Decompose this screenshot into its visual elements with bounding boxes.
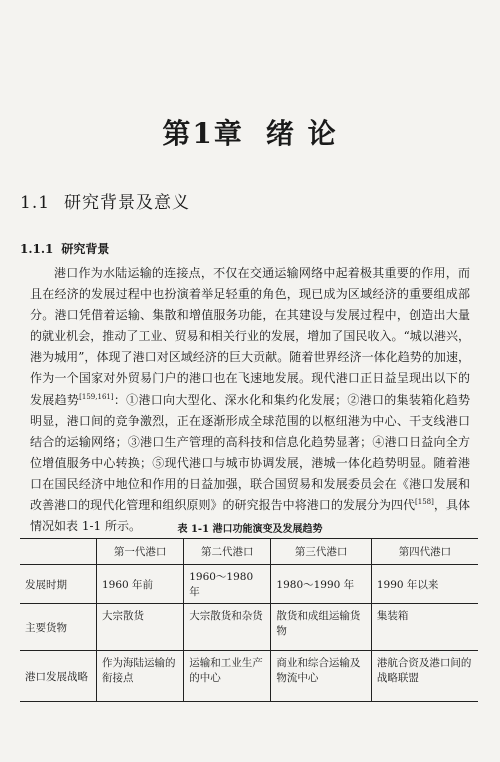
table-row: [20, 565, 478, 604]
table-cell: 商业和综合运输及物流中心: [271, 651, 371, 702]
table-header-cell: 第二代港口: [184, 539, 271, 565]
paragraph-text-3: ，具体情况如表 1-1 所示。: [30, 498, 470, 534]
section-name: 研究背景及意义: [64, 193, 191, 213]
body-paragraph: [30, 263, 470, 537]
table-cell: 大宗散货和杂货: [184, 604, 271, 651]
table-cell: 1960～1980 年: [184, 565, 271, 604]
table-header-cell: 第四代港口: [371, 539, 478, 565]
row-label: 港口发展战略: [25, 670, 88, 683]
section-number: 1.1: [20, 193, 51, 213]
section-heading: [20, 188, 190, 213]
table-caption: 表 1-1 港口功能演变及发展趋势: [177, 524, 323, 535]
subsection-name: 研究背景: [61, 242, 110, 256]
table-header-cell: 第三代港口: [271, 539, 371, 565]
chapter-title: [0, 112, 500, 152]
table-row: [20, 651, 478, 702]
table-cell: 集装箱: [371, 604, 478, 651]
table-cell: 1990 年以来: [371, 565, 478, 604]
paragraph-text-1: 港口作为水陆运输的连接点，不仅在交通运输网络中起着极其重要的作用，而且在经济的发展过程中也扮演着举足轻重的角色，现已成为区域经济的重要组成部分。港口凭借着运输、集散和增值服务功能，在其建设与发展过程中，创造出大量的就业机会，推动了工业、贸易和相关行业的发展，增加了国民收入。“城以港兴，港为城用”，体现了港口对区域经济的巨大贡献。随着世界经济一体化趋势的加速，作为一个国家对外贸易门户的港口也在飞速地发展。现代港口正日益呈现出以下的发展趋势: [30, 266, 470, 407]
table-cell: 港航合资及港口间的战略联盟: [371, 651, 478, 702]
chapter-number: 第1章: [162, 117, 244, 150]
citation-159-161: [159,161]: [79, 392, 114, 401]
table-header-cell: [20, 539, 97, 565]
table-cell: 作为海陆运输的衔接点: [97, 651, 184, 702]
row-label: 发展时期: [25, 578, 67, 591]
paragraph-text-2: ：①港口向大型化、深水化和集约化发展；②港口的集装箱化趋势明显，港口间的竞争激烈，正在逐渐形成全球范围的以枢纽港为中心、干支线港口结合的运输网络；③港口生产管理的高科技和信息化趋势显著；④港口日益向全方位增值服务中心转换；⑤现代港口与城市协调发展，港城一体化趋势明显。随着港口在国民经济中地位和作用的日益加强，联合国贸易和发展委员会在《港口发展和改善港口的现代化管理和组织原则》的研究报告中将港口的发展分为四代: [30, 392, 470, 513]
subsection-number: 1.1.1: [20, 242, 54, 256]
table-cell: 1980～1990 年: [271, 565, 371, 604]
citation-158: [158]: [415, 498, 434, 507]
port-evolution-table: [20, 538, 478, 702]
subsection-heading: [20, 240, 109, 257]
table-cell: 散货和成组运输货物: [271, 604, 371, 651]
table-header-cell: 第一代港口: [97, 539, 184, 565]
table-cell: 1960 年前: [97, 565, 184, 604]
table-cell: 运输和工业生产的中心: [184, 651, 271, 702]
table-row: [20, 604, 478, 651]
table-header-row: [20, 539, 478, 565]
table-cell: 大宗散货: [97, 604, 184, 651]
row-label: 主要货物: [25, 621, 67, 634]
chapter-name: 绪 论: [265, 117, 338, 150]
